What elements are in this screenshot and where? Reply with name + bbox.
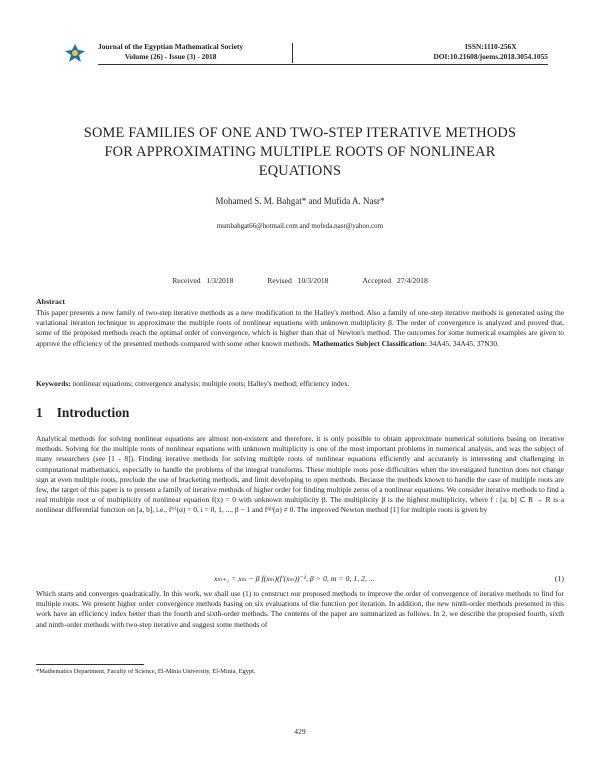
abstract-heading: Abstract bbox=[36, 297, 66, 306]
header-rule bbox=[98, 64, 548, 65]
footnote-rule bbox=[36, 664, 144, 665]
intro-paragraph-1: Analytical methods for solving nonlinear equations are almost non-existent and therefore, it is only possible to obtain approximate numerical solutions basing on iterative methods. Solving for the multiple roots of nonlinear equations with unknown multiplicity is one of the most important problems in numerical analysis, and was the subject of many researchers (see [1 - 8]). Finding iterative methods for solving multiple roots of nonlinear equations efficiently and accurately is interesting and challenging in computational mathematics, especially to handle the problems of the integral transforms. These multiple roots pose difficulties when the investigated function does not change sign at even multiple roots, preclude the use of bracketing methods, and limit developing to open methods. Because the methods known to handle the case of multiple roots are few, the target of this paper is to present a family of iterative methods of higher order for finding multiple zeros of a nonlinear equations. We consider iterative methods to find a real multiple root α of multiplicity of nonlinear equation f(x) = 0 with unknown multiplicity β. The multiplicity β is the highest multiplicity, where f : [a; b] ⊂ R → R is a nonlinear differential function on [a, b], i.e., f⁽ⁱ⁾(α) = 0, i = 0, 1, ..., β − 1 and f⁽ᵝ⁾(α) ≠ 0. The improved Newton method [1] for multiple roots is given by bbox=[36, 434, 564, 515]
header-divider bbox=[292, 43, 293, 63]
title-line: SOME FAMILIES OF ONE AND TWO-STEP ITERATIVE METHODS bbox=[83, 125, 517, 141]
intro-paragraph-2: Which starts and converges quadratically. In this work, we shall use (1) to construct our proposed methods to improve the order of convergence of iterative methods to find for multiple roots. We present higher order convergence methods basing on six evaluations of the function per iteration. In addition, the new ninth-order methods presented in this work have an efficiency index better than the fourth and sixth-order methods. The contents of the paper are summarized as follows. In 2, we describe the proposed fourth, sixth and ninth-order methods with two-step iterative and suggest some methods of bbox=[36, 589, 564, 629]
revised-date: Revised 10/3/2018 bbox=[267, 276, 329, 285]
journal-info bbox=[98, 42, 243, 62]
accepted-date: Accepted 27/4/2018 bbox=[362, 276, 428, 285]
msc-value: 34A45, 34A45, 37N30. bbox=[428, 338, 499, 348]
journal-volume: Volume (26) - Issue (3) - 2018 bbox=[124, 52, 217, 61]
authors: Mohamed S. M. Bahgat* and Mufida A. Nasr* bbox=[215, 196, 385, 206]
title-line: FOR APPROXIMATING MULTIPLE ROOTS OF NONLINEAR bbox=[104, 144, 496, 160]
abstract-text: This paper presents a new family of two-step iterative methods as a new modification to the Halley's method. Also a family of one-step iterative methods is generated using the variational iteration technique to approximate the multiple roots of nonlinear equations with unknown multiplicity β. The order of convergence is analyzed and proved that, some of the proposed methods reach the optimal order of convergence, which is higher than that of Newton's method. The outcomes for some numerical examples are given to approve the efficiency of the presented methods compared with some other known methods. bbox=[36, 308, 564, 348]
paper-title bbox=[50, 124, 550, 181]
journal-doi: DOI:10.21608/joems.2018.3054.1055 bbox=[433, 52, 548, 61]
author-emails: msmbahgat66@hotmail.com and mofeda.nasr@yahoo.com bbox=[216, 222, 384, 230]
abstract-body bbox=[36, 308, 564, 349]
equation-formula: xₘ₊₁ = xₘ − β f(xₘ)(f′(xₘ))⁻¹, β > 0, m = 0, 1, 2, ... bbox=[214, 574, 375, 583]
section-number: 1 bbox=[36, 405, 43, 420]
keywords-label: Keywords: bbox=[36, 379, 71, 388]
journal-logo-icon bbox=[62, 42, 88, 64]
section-heading bbox=[36, 405, 143, 421]
journal-ids bbox=[433, 42, 548, 62]
section-title: Introduction bbox=[56, 405, 130, 420]
journal-issn: ISSN:1110-256X bbox=[464, 42, 517, 51]
journal-name: Journal of the Egyptian Mathematical Society bbox=[98, 42, 244, 51]
equation-number: (1) bbox=[554, 574, 564, 583]
page-number: 429 bbox=[294, 727, 306, 736]
title-line: EQUATIONS bbox=[258, 163, 342, 179]
journal-header bbox=[62, 42, 548, 68]
footnote: *Mathematics Department, Faculty of Science, El-Minia University, El-Minia, Egypt. bbox=[36, 668, 256, 675]
received-date: Received 1/3/2018 bbox=[172, 276, 234, 285]
keywords bbox=[36, 379, 564, 389]
msc-label: Mathematics Subject Classification: bbox=[312, 338, 428, 348]
article-dates bbox=[50, 276, 550, 285]
keywords-value: nonlinear equations; convergence analysis; multiple roots; Halley's method; efficiency index. bbox=[72, 379, 350, 388]
